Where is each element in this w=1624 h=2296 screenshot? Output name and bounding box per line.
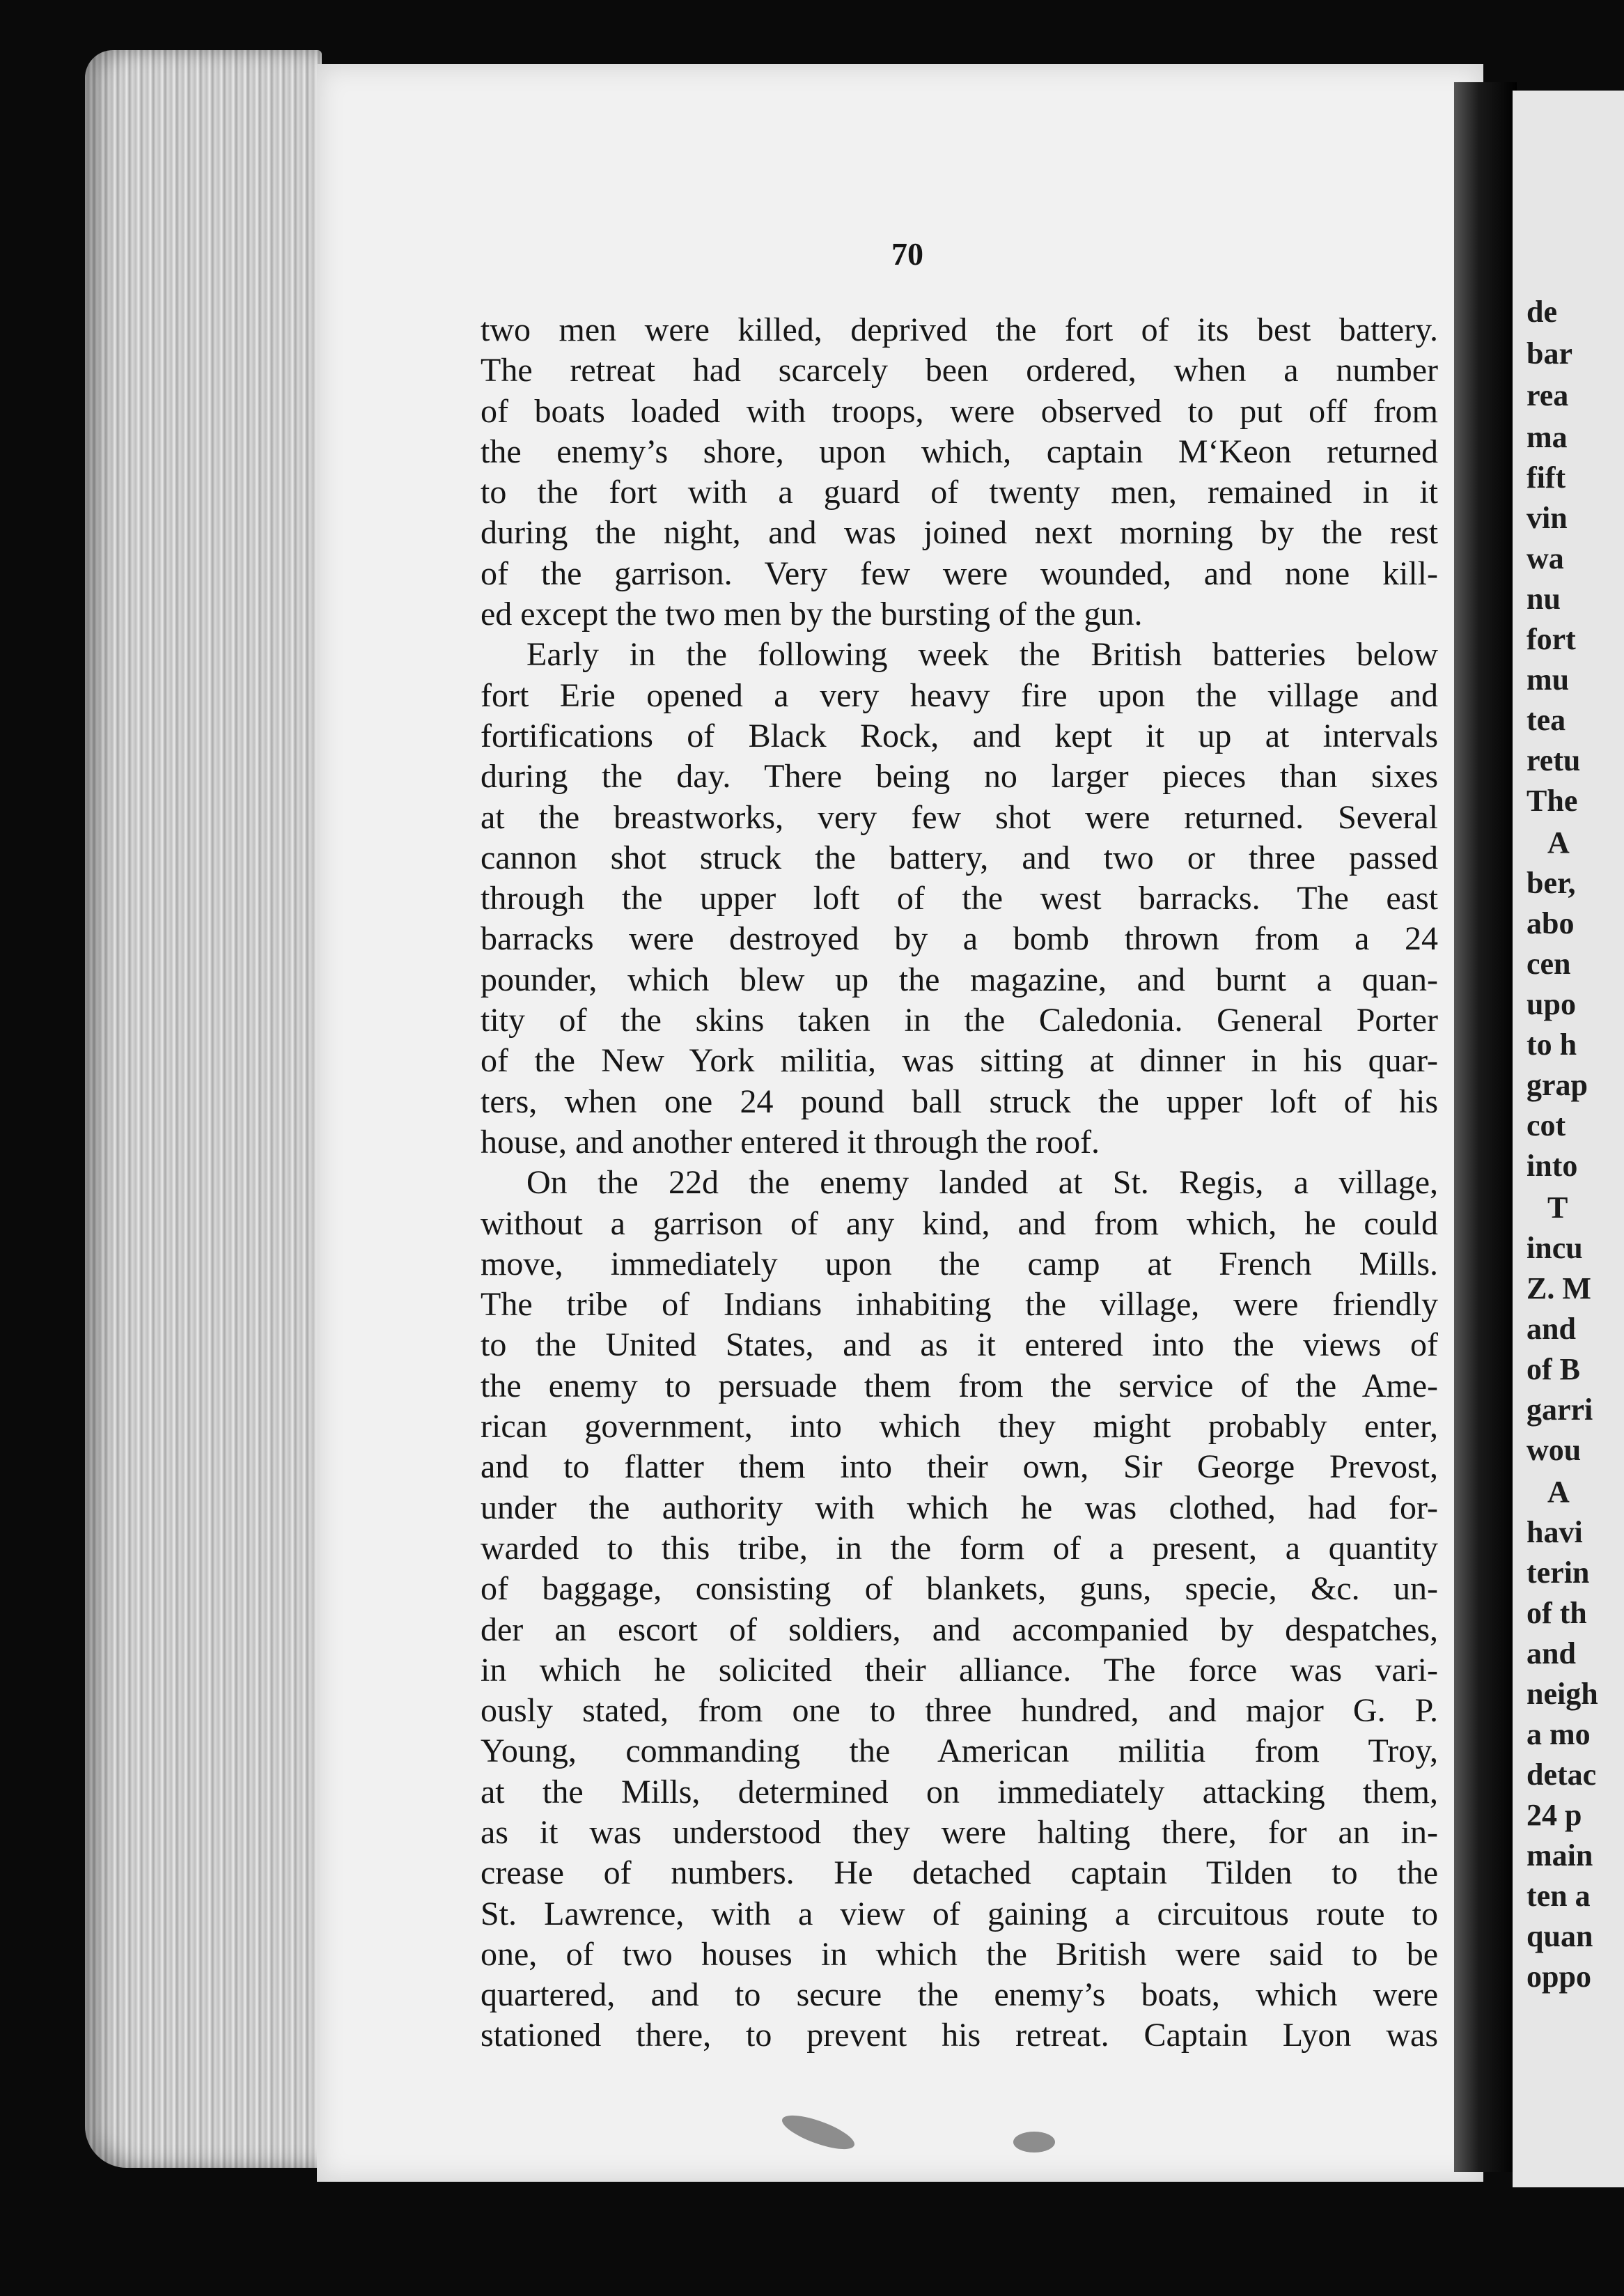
facing-page-text: fift [1527, 460, 1566, 495]
facing-page-text: ma [1527, 420, 1568, 454]
text-line: during the night, and was joined next morning by the rest [481, 514, 1438, 552]
text-line: crease of numbers. He detached captain Tilden to the [481, 1854, 1438, 1892]
text-line: Young, commanding the American militia from Troy, [481, 1732, 1438, 1770]
facing-page-text: mu [1527, 662, 1570, 697]
facing-page-text: abo [1527, 906, 1575, 940]
facing-page-text: fort [1527, 622, 1576, 656]
gutter-shadow [1454, 82, 1517, 2172]
facing-page-text: wa [1527, 541, 1564, 575]
book-page-edges [85, 50, 322, 2168]
text-line: rican government, into which they might probably enter, [481, 1408, 1438, 1445]
facing-page-text: nu [1527, 582, 1561, 616]
text-line: The retreat had scarcely been ordered, when a number [481, 352, 1438, 389]
text-line: of the garrison. Very few were wounded, and none kill- [481, 554, 1438, 592]
facing-page-text: into [1527, 1149, 1578, 1183]
text-line: two men were killed, deprived the fort of its best battery. [481, 311, 1438, 348]
text-line: of the New York militia, was sitting at dinner in his quar- [481, 1042, 1438, 1080]
text-line: through the upper loft of the west barracks. The east [481, 880, 1438, 917]
text-line: to the United States, and as it entered into the views of [481, 1326, 1438, 1364]
facing-page-text: to h [1527, 1027, 1577, 1062]
text-line: St. Lawrence, with a view of gaining a circuitous route to [481, 1895, 1438, 1932]
facing-page-text: havi [1527, 1515, 1583, 1549]
facing-page-text: A [1547, 825, 1570, 860]
text-line: pounder, which blew up the magazine, and burnt a quan- [481, 961, 1438, 998]
text-line: during the day. There being no larger pieces than sixes [481, 758, 1438, 796]
text-line: of boats loaded with troops, were observed to put off from [481, 392, 1438, 430]
facing-page-text: main [1527, 1838, 1593, 1872]
facing-page-text: Z. M [1527, 1271, 1591, 1305]
text-line: der an escort of soldiers, and accompanied by despatches, [481, 1611, 1438, 1648]
text-line: On the 22d the enemy landed at St. Regis, a village, [526, 1164, 1438, 1202]
facing-page-text: detac [1527, 1758, 1597, 1792]
facing-page-text: The [1527, 784, 1578, 818]
facing-page-text: quan [1527, 1919, 1593, 1953]
facing-page-text: incu [1527, 1231, 1583, 1265]
page-number: 70 [891, 236, 923, 272]
facing-page-text: and [1527, 1636, 1576, 1670]
facing-page-text: neigh [1527, 1677, 1598, 1711]
facing-page-text: ten a [1527, 1879, 1591, 1913]
text-line: as it was understood they were halting there, for an in- [481, 1813, 1438, 1851]
text-line: The tribe of Indians inhabiting the village, were friendly [481, 1286, 1438, 1324]
facing-page-text: retu [1527, 743, 1581, 777]
text-line: fortifications of Black Rock, and kept it up at intervals [481, 717, 1438, 754]
facing-page-text: cot [1527, 1108, 1566, 1142]
facing-page-text: cen [1527, 947, 1571, 981]
text-line: house, and another entered it through the roof. [481, 1123, 1100, 1161]
facing-page-text: rea [1527, 378, 1569, 412]
text-line: to the fort with a guard of twenty men, remained in it [481, 474, 1438, 511]
text-line: stationed there, to prevent his retreat. Captain Lyon was [481, 2017, 1438, 2054]
text-line: one, of two houses in which the British were said to be [481, 1935, 1438, 1973]
facing-page-text: 24 p [1527, 1798, 1582, 1832]
facing-page-text: A [1547, 1475, 1570, 1509]
facing-page-text: a mo [1527, 1717, 1591, 1751]
body-text [481, 310, 1438, 2056]
facing-page-text: de [1527, 295, 1557, 329]
text-line: move, immediately upon the camp at French Mills. [481, 1245, 1438, 1282]
facing-page-text: T [1547, 1190, 1568, 1225]
text-line: cannon shot struck the battery, and two or three passed [481, 839, 1438, 876]
text-line: warded to this tribe, in the form of a present, a quantity [481, 1529, 1438, 1567]
facing-page-text: wou [1527, 1433, 1582, 1467]
facing-page-text: grap [1527, 1068, 1588, 1102]
facing-page-text: ber, [1527, 866, 1576, 900]
text-line: quartered, and to secure the enemy’s boats, which were [481, 1976, 1438, 2014]
text-line: barracks were destroyed by a bomb thrown from a 24 [481, 920, 1438, 958]
text-line: at the Mills, determined on immediately attacking them, [481, 1773, 1438, 1810]
text-line: of baggage, consisting of blankets, guns, specie, &c. un- [481, 1570, 1438, 1608]
text-line: the enemy to persuade them from the service of the Ame- [481, 1367, 1438, 1404]
text-line: in which he solicited their alliance. The force was vari- [481, 1651, 1438, 1689]
text-line: Early in the following week the British batteries below [526, 636, 1438, 674]
ink-smudge [1013, 2132, 1055, 2152]
facing-page-text: garri [1527, 1393, 1593, 1427]
facing-page-text: of B [1527, 1352, 1580, 1386]
text-line: and to flatter them into their own, Sir George Prevost, [481, 1448, 1438, 1486]
facing-page-text: of th [1527, 1596, 1587, 1630]
facing-page-text: and [1527, 1312, 1576, 1346]
text-line: ters, when one 24 pound ball struck the upper loft of his [481, 1083, 1438, 1120]
text-line: ed except the two men by the bursting of the gun. [481, 596, 1143, 633]
text-line: without a garrison of any kind, and from which, he could [481, 1204, 1438, 1242]
facing-page-text: upo [1527, 987, 1576, 1021]
text-line: at the breastworks, very few shot were returned. Several [481, 798, 1438, 836]
text-line: the enemy’s shore, upon which, captain M‘Keon returned [481, 433, 1438, 470]
text-line: tity of the skins taken in the Caledonia. General Porter [481, 1002, 1438, 1039]
facing-page-text: terin [1527, 1556, 1590, 1590]
facing-page-text: bar [1527, 336, 1572, 371]
text-line: fort Erie opened a very heavy fire upon the village and [481, 676, 1438, 714]
facing-page-text: vin [1527, 501, 1568, 535]
facing-page-text: oppo [1527, 1960, 1591, 1994]
facing-page-text: tea [1527, 703, 1566, 737]
text-line: ously stated, from one to three hundred, and major G. P. [481, 1692, 1438, 1730]
text-line: under the authority with which he was clothed, had for- [481, 1489, 1438, 1526]
